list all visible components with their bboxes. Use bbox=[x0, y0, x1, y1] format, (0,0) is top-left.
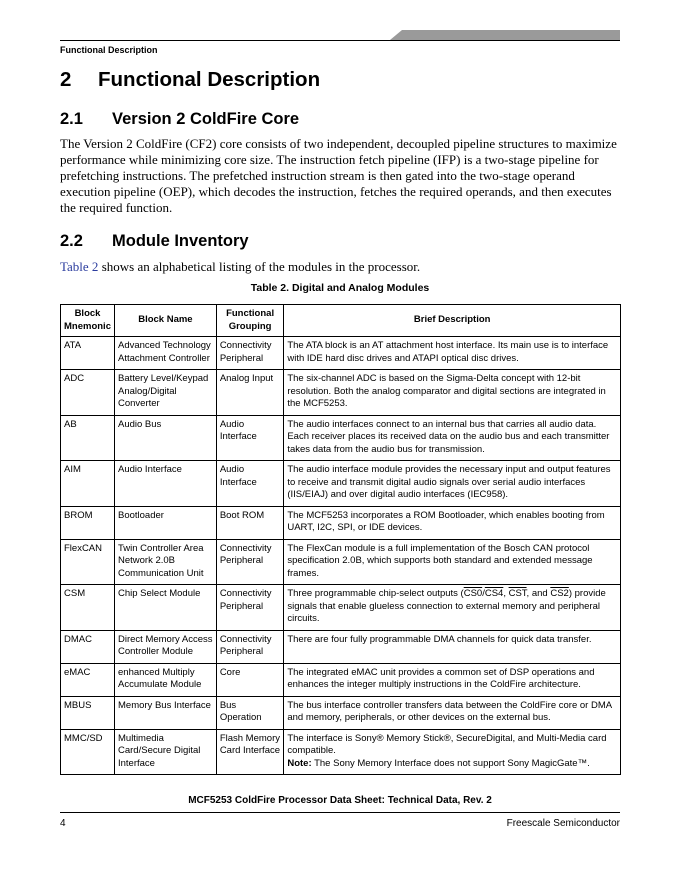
note-text: The Sony Memory Interface does not support Sony MagicGate™. bbox=[311, 757, 590, 769]
section-heading bbox=[60, 68, 320, 92]
page-number: 4 bbox=[60, 818, 66, 829]
cell-description bbox=[284, 585, 621, 631]
table-row bbox=[61, 370, 621, 416]
csm-desc-slash: / bbox=[482, 588, 485, 599]
mmc-note bbox=[287, 758, 617, 771]
cell-mnemonic: eMAC bbox=[61, 663, 115, 696]
cell-description: The ATA block is an AT attachment host interface. Its main use is to interface with IDE hard disc drives and ATAPI optical disc drives. bbox=[284, 337, 621, 370]
inventory-paragraph-text: shows an alphabetical listing of the modules in the processor. bbox=[98, 259, 421, 274]
csm-desc-sep: , and bbox=[526, 588, 551, 599]
cell-description: The audio interface module provides the necessary input and output features to receive and transmit digital audio signals over serial audio interfaces (IIS/EIAJ) and over digital audio interfaces (IEC958). bbox=[284, 461, 621, 507]
mmc-description: The interface is Sony® Memory Stick®, SecureDigital, and Multi-Media card compatible. bbox=[287, 732, 607, 756]
table-row bbox=[61, 415, 621, 461]
cell-grouping: Connectivity Peripheral bbox=[216, 585, 284, 631]
cell-name: Bootloader bbox=[115, 506, 217, 539]
cell-name: Audio Bus bbox=[115, 415, 217, 461]
csm-desc-pre: Three programmable chip-select outputs ( bbox=[287, 588, 464, 599]
running-header: Functional Description bbox=[60, 45, 158, 55]
cell-grouping: Bus Operation bbox=[216, 696, 284, 729]
subsection-title: Module Inventory bbox=[112, 232, 249, 250]
cell-name: Advanced Technology Attachment Controller bbox=[115, 337, 217, 370]
table-2-link[interactable]: Table 2 bbox=[60, 259, 99, 274]
cell-grouping: Flash Memory Card Interface bbox=[216, 729, 284, 775]
footer-doc-title: MCF5253 ColdFire Processor Data Sheet: Technical Data, Rev. 2 bbox=[188, 795, 492, 806]
table-row bbox=[61, 630, 621, 663]
cell-name: Direct Memory Access Controller Module bbox=[115, 630, 217, 663]
table-caption: Table 2. Digital and Analog Modules bbox=[250, 282, 430, 294]
cell-grouping: Connectivity Peripheral bbox=[216, 630, 284, 663]
table-row bbox=[61, 506, 621, 539]
cell-grouping: Audio Interface bbox=[216, 415, 284, 461]
header-decor-bar bbox=[390, 30, 620, 40]
cell-description: The FlexCan module is a full implementation of the Bosch CAN protocol specification 2.0B, which supports both standard and extended message frames. bbox=[284, 539, 621, 585]
cell-name: enhanced Multiply Accumulate Module bbox=[115, 663, 217, 696]
cell-mnemonic: MBUS bbox=[61, 696, 115, 729]
cell-grouping: Connectivity Peripheral bbox=[216, 539, 284, 585]
cell-mnemonic: DMAC bbox=[61, 630, 115, 663]
signal-cs2: CS2 bbox=[550, 588, 569, 599]
cell-description bbox=[284, 729, 621, 775]
cell-description: The audio interfaces connect to an internal bus that carries all audio data. Each receiver places its received data on the audio bus and each transmitter takes data from the audio bus for transmission. bbox=[284, 415, 621, 461]
signal-cs0: CS0 bbox=[463, 588, 483, 599]
cell-mnemonic: AB bbox=[61, 415, 115, 461]
cell-description: There are four fully programmable DMA channels for quick data transfer. bbox=[284, 630, 621, 663]
table-row bbox=[61, 337, 621, 370]
table-row bbox=[61, 696, 621, 729]
cell-mnemonic: CSM bbox=[61, 585, 115, 631]
cell-grouping: Boot ROM bbox=[216, 506, 284, 539]
subsection-title: Version 2 ColdFire Core bbox=[112, 110, 300, 128]
signal-cst: $\overline{CST}$ bbox=[508, 588, 527, 599]
footer-rule bbox=[60, 812, 620, 813]
cell-mnemonic: ATA bbox=[61, 337, 115, 370]
cell-mnemonic: FlexCAN bbox=[61, 539, 115, 585]
cell-name: Battery Level/Keypad Analog/Digital Converter bbox=[115, 370, 217, 416]
cell-grouping: Core bbox=[216, 663, 284, 696]
table-row bbox=[61, 585, 621, 631]
cell-mnemonic: ADC bbox=[61, 370, 115, 416]
cell-name: Memory Bus Interface bbox=[115, 696, 217, 729]
cell-grouping: Analog Input bbox=[216, 370, 284, 416]
table-row bbox=[61, 461, 621, 507]
header-cell: Brief Description bbox=[284, 305, 621, 337]
cell-grouping: Connectivity Peripheral bbox=[216, 337, 284, 370]
cell-description: The integrated eMAC unit provides a common set of DSP operations and enhances the integer multiply instructions in the ColdFire architecture. bbox=[284, 663, 621, 696]
header-cell: Block Mnemonic bbox=[61, 305, 115, 337]
csm-desc-sep: , bbox=[503, 588, 509, 599]
subsection-heading-2-2 bbox=[60, 232, 249, 251]
core-paragraph: The Version 2 ColdFire (CF2) core consists of two independent, decoupled pipeline structures to maximize performance while minimizing core size. The instruction fetch pipeline (IFP) is a two-stage pipeline for prefetching instructions. The prefetched instruction stream is then gated into the two-stage operand execution pipeline (OEP), which decodes the instruction, fetches the required operands, and then executes the required function. bbox=[60, 136, 617, 215]
cell-mnemonic: BROM bbox=[61, 506, 115, 539]
header-cell: Block Name bbox=[115, 305, 217, 337]
cell-mnemonic: MMC/SD bbox=[61, 729, 115, 775]
subsection-heading-2-1 bbox=[60, 110, 299, 129]
section-title: Functional Description bbox=[98, 68, 321, 91]
subsection-number: 2.2 bbox=[60, 232, 83, 250]
modules-table bbox=[60, 304, 621, 775]
header-cell: Functional Grouping bbox=[216, 305, 284, 337]
table-row bbox=[61, 729, 621, 775]
table-row bbox=[61, 539, 621, 585]
csm-desc-post: ) provide signals that enable glueless connection to external memory and peripheral circuits. bbox=[287, 588, 606, 624]
cell-description: The bus interface controller transfers data between the ColdFire core or DMA and memory, peripherals, or other devices on the external bus. bbox=[284, 696, 621, 729]
cell-mnemonic: AIM bbox=[61, 461, 115, 507]
cell-name: Audio Interface bbox=[115, 461, 217, 507]
table-row bbox=[61, 663, 621, 696]
inventory-paragraph bbox=[60, 259, 625, 275]
table-header-row bbox=[61, 305, 621, 337]
cell-description: The six-channel ADC is based on the Sigma-Delta concept with 12-bit resolution. Both the analog comparator and digital sections are integrated in the MCF5253. bbox=[284, 370, 621, 416]
cell-description: The MCF5253 incorporates a ROM Bootloader, which enables booting from UART, I2C, SPI, or IDE devices. bbox=[284, 506, 621, 539]
cell-grouping: Audio Interface bbox=[216, 461, 284, 507]
signal-cs4: CS4 bbox=[484, 588, 504, 599]
header-rule bbox=[60, 40, 620, 41]
subsection-number: 2.1 bbox=[60, 110, 83, 128]
company-name: Freescale Semiconductor bbox=[506, 818, 620, 829]
section-number: 2 bbox=[60, 68, 72, 91]
cell-name: Twin Controller Area Network 2.0B Communication Unit bbox=[115, 539, 217, 585]
note-label: Note: bbox=[287, 757, 312, 769]
cell-name: Multimedia Card/Secure Digital Interface bbox=[115, 729, 217, 775]
cell-name: Chip Select Module bbox=[115, 585, 217, 631]
